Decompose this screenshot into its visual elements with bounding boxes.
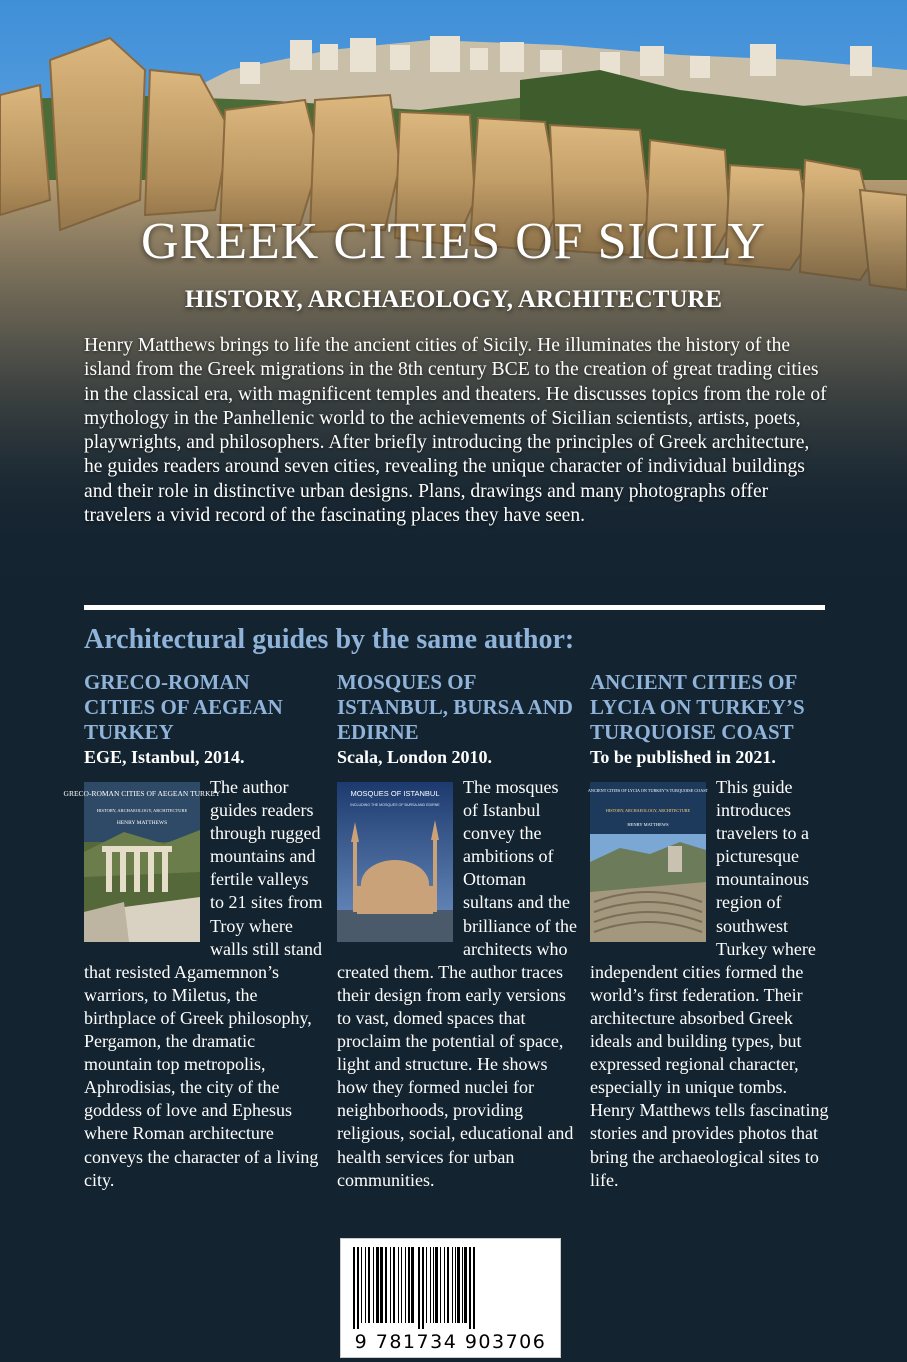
- related-book-istanbul-mosques: [337, 670, 577, 1192]
- related-books-heading: Architectural guides by the same author:: [84, 624, 575, 655]
- barcode-bar: [393, 1247, 395, 1323]
- isbn-number: 9 781734 903706: [354, 1331, 547, 1353]
- barcode-bar: [457, 1247, 460, 1323]
- barcode-bar: [469, 1247, 471, 1329]
- barcode-bar: [422, 1247, 424, 1329]
- section-divider: [84, 605, 825, 610]
- barcode-bar: [418, 1247, 420, 1329]
- cover-subtitle-text: HISTORY, ARCHAEOLOGY, ARCHITECTURE: [605, 808, 691, 813]
- barcode-bar: [433, 1247, 434, 1323]
- related-book-description: The author guides readers through rugged mountains and fertile valleys to 21 sites from Troy where walls still stand that resisted Agamemnon’s warriors, to Miletus, the birthplace of Greek philosophy, Pergamon, the dramatic mountain top metropolis, Aphrodisias, the city of the goddess of love and Ephesus where Roman architecture conveys the character of a living city.: [84, 777, 323, 1190]
- related-book-description: The mosques of Istanbul convey the ambitions of Ottoman sultans and the brilliance of the architects who created them. The author traces their design from early versions to vast, domed spaces that proclaim the potential of space, light and structure. He shows how they formed nuclei for neighborhoods, providing religious, social, educational and health services for urban communities.: [337, 777, 577, 1190]
- book-cover-aegean-turkey: [63, 782, 221, 942]
- barcode-bar: [408, 1247, 410, 1323]
- related-book-title: ANCIENT CITIES OF LYCIA ON TURKEY’S TURQUOISE COAST: [590, 670, 805, 744]
- cover-subtitle-text: HISTORY, ARCHAEOLOGY, ARCHITECTURE: [96, 808, 188, 813]
- cover-author-text: HENRY MATTHEWS: [116, 820, 168, 826]
- barcode-bar: [430, 1247, 431, 1323]
- barcode-bar: [405, 1247, 406, 1323]
- barcode-bar: [368, 1247, 370, 1323]
- barcode-bar: [353, 1247, 355, 1329]
- related-book-title: GRECO-ROMAN CITIES OF AEGEAN TURKEY: [84, 670, 283, 744]
- related-book-aegean-turkey: [63, 670, 324, 1192]
- book-cover-lycia: [587, 782, 709, 942]
- barcode-bar: [411, 1247, 414, 1323]
- barcode-bar: [357, 1247, 359, 1329]
- cover-title-text: MOSQUES OF ISTANBUL: [350, 789, 440, 798]
- barcode-bar: [440, 1247, 441, 1323]
- barcode-bar: [361, 1247, 362, 1323]
- cover-subtitle-text: INCLUDING THE MOSQUES OF BURSA AND EDIRNE: [350, 803, 440, 807]
- barcode-bar: [380, 1247, 383, 1323]
- book-description: Henry Matthews brings to life the ancient cities of Sicily. He illuminates the history of the island from the Greek migrations in the 8th century BCE to the creation of great trading cities in the classical era, with magnificent temples and theaters. He discusses topics from the role of mythology in the Panhellenic world to the achievements of Sicilian scientists, artists, poets, playwrights, and philosophers. After briefly introducing the principles of Greek architecture, he guides readers around seven cities, revealing the unique character of individual buildings and their role in distinctive urban designs. Plans, drawings and many photographs offer travelers a vivid record of the fascinating places they have seen.: [84, 335, 827, 527]
- related-book-lycia: [587, 670, 830, 1192]
- barcode-bar: [435, 1247, 438, 1323]
- book-title: GREEK CITIES OF SICILY: [141, 213, 766, 270]
- book-cover-istanbul-mosques: [337, 782, 453, 942]
- barcode-bar: [452, 1247, 453, 1323]
- cover-title-text: ANCIENT CITIES OF LYCIA ON TURKEY’S TURQUOISE COAST: [587, 788, 709, 793]
- book-subtitle: HISTORY, ARCHAEOLOGY, ARCHITECTURE: [184, 286, 723, 313]
- cover-title-text: GRECO-ROMAN CITIES OF AEGEAN TURKEY: [63, 789, 221, 798]
- barcode-bar: [444, 1247, 445, 1323]
- barcode-bar: [385, 1247, 387, 1323]
- barcode-bar: [473, 1247, 475, 1329]
- barcode-bar: [373, 1247, 374, 1323]
- barcode-bar: [462, 1247, 463, 1323]
- isbn-barcode: [340, 1238, 561, 1358]
- barcode-bar: [390, 1247, 391, 1323]
- cover-author-text: HENRY MATTHEWS: [627, 822, 669, 827]
- barcode-bar: [365, 1247, 366, 1323]
- barcode-bar: [426, 1247, 427, 1323]
- related-book-title: MOSQUES OF ISTANBUL, BURSA AND EDIRNE: [337, 670, 573, 744]
- barcode-bar: [447, 1247, 449, 1323]
- related-book-description: This guide introduces travelers to a picturesque mountainous region of southwest Turkey where independent cities formed the world’s first federation. Their architecture absorbed Greek ideals and building types, but expressed regional character, especially in unique tombs. Henry Matthews tells fascinating stories and provides photos that bring the archaeological sites to life.: [590, 777, 829, 1190]
- related-book-publisher: EGE, Istanbul, 2014.: [84, 747, 245, 767]
- barcode-bar: [398, 1247, 399, 1323]
- related-book-publisher: Scala, London 2010.: [337, 747, 493, 767]
- barcode-bar: [401, 1247, 402, 1323]
- related-book-publisher: To be published in 2021.: [590, 747, 776, 767]
- barcode-bar: [376, 1247, 379, 1323]
- barcode-bar: [464, 1247, 467, 1323]
- barcode-bar: [455, 1247, 456, 1323]
